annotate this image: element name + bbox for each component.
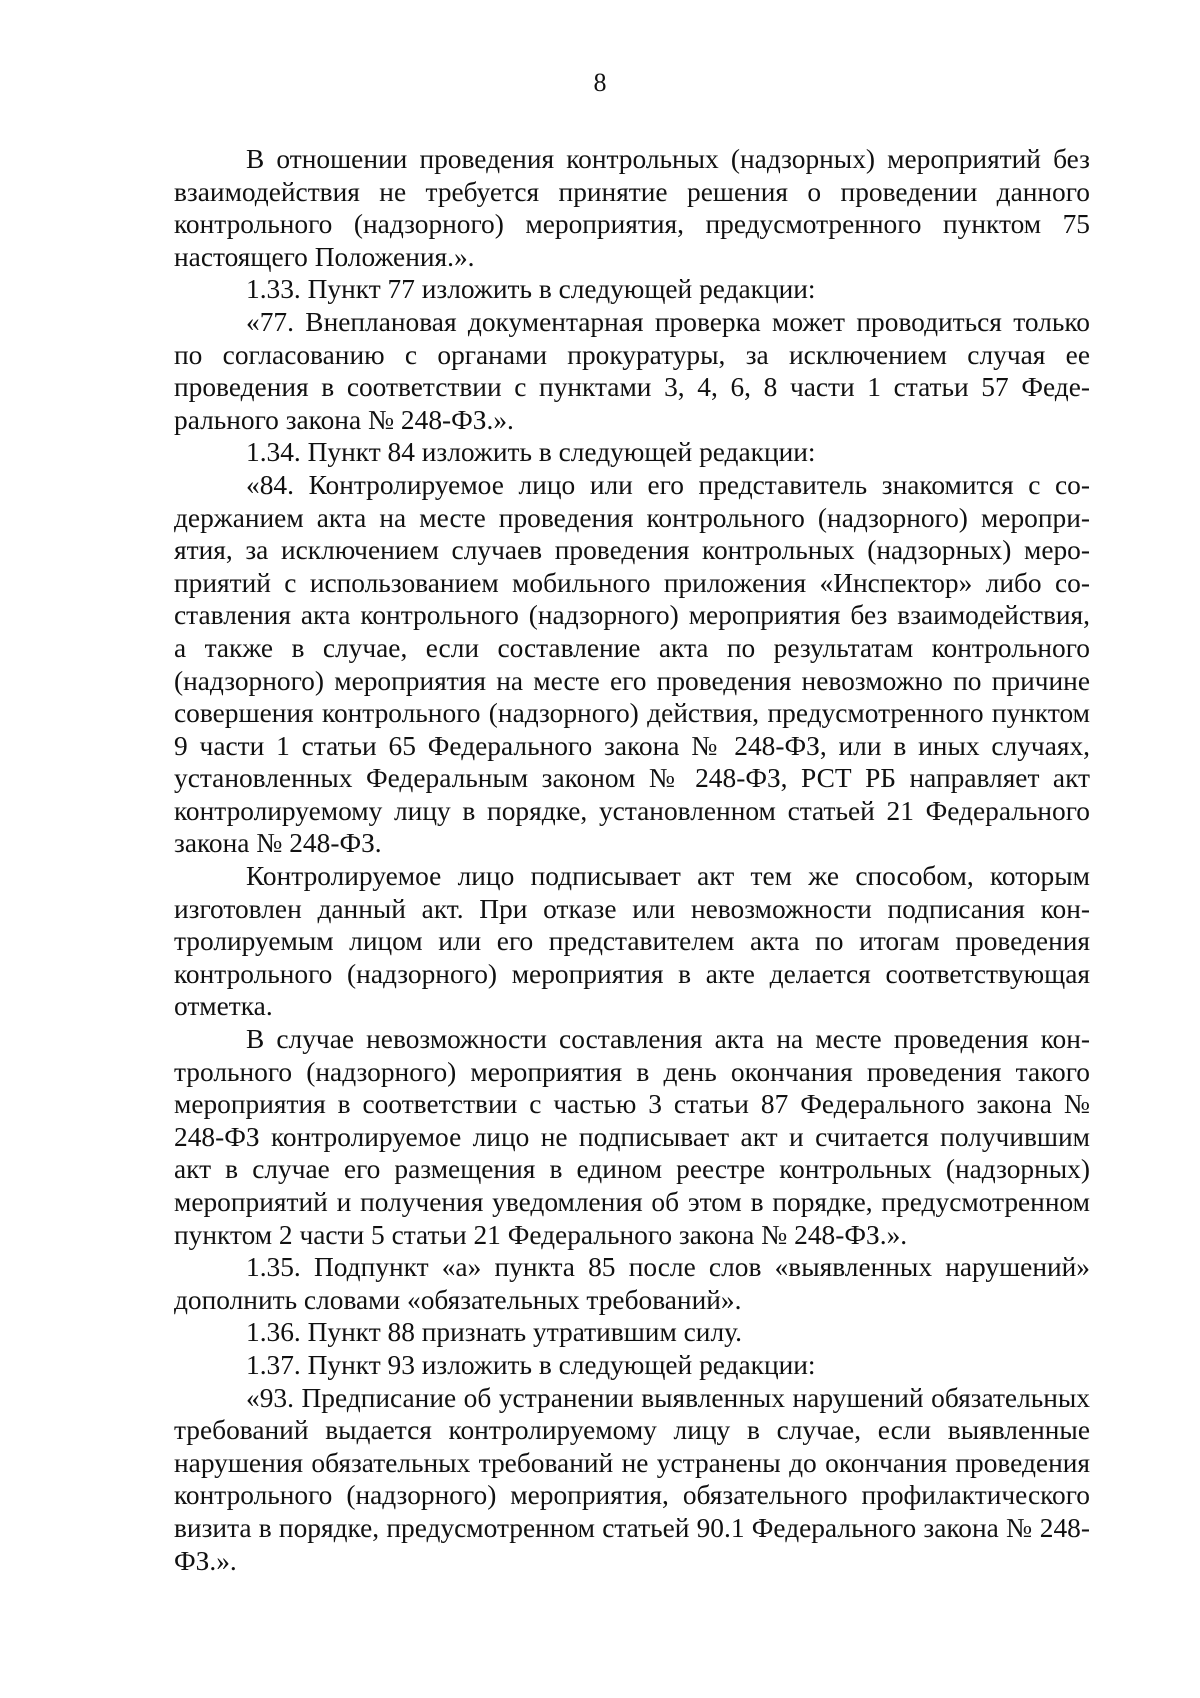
paragraph: 1.35. Подпункт «а» пункта 85 после слов «выявленных нарушений» дополнить словами «обязательных требований». [174,1252,1090,1315]
paragraph: В отношении проведения контрольных (надзорных) мероприятий без взаимодействия не требуется принятие решения о проведении данного контрольного (надзорного) мероприятия, предусмотренного пунктом 75 настоящего Положения.». [174,144,1090,272]
paragraph: 1.33. Пункт 77 изложить в следующей редакции: [246,274,816,305]
paragraph: 1.34. Пункт 84 изложить в следующей редакции: [246,437,816,468]
paragraph: 1.37. Пункт 93 изложить в следующей редакции: [246,1349,816,1380]
paragraph: 1.36. Пункт 88 признать утратившим силу. [246,1317,742,1348]
paragraph: В случае невозможности составления акта на месте проведения контрольного (надзорного) мероприятия в день окончания проведения такого мероприятия в соответствии с частью 3 статьи 87 Федерального закона № 248-ФЗ контролируемое лицо не подписывает акт и считается получившим акт в случае его размещения в едином реестре контрольных (надзорных) мероприятий и получения уведомления об этом в порядке, предусмотренном пунктом 2 части 5 статьи 21 Федерального закона № 248-ФЗ.». [174,1024,1090,1250]
paragraph: «77. Внеплановая документарная проверка может проводиться только по согласованию с органами прокуратуры, за исключением случая ее проведения в соответствии с пунктами 3, 4, 6, 8 части 1 статьи 57 Федерального закона № 248-ФЗ.». [174,306,1090,435]
paragraph: «93. Предписание об устранении выявленных нарушений обязательных требований выдается контролируемому лицу в случае, если выявленные нарушения обязательных требований не устранены до окончания проведения контрольного (надзорного) мероприятия, обязательного профилактического визита в порядке, предусмотренном статьей 90.1 Федерального закона № 248-ФЗ.». [174,1382,1090,1576]
paragraph: «84. Контролируемое лицо или его представитель знакомится с содержанием акта на месте проведения контрольного (надзорного) мероприятия, за исключением случаев проведения контрольных (надзорных) мероприятий с использованием мобильного приложения «Инспектор» либо составления акта контрольного (надзорного) мероприятия без взаимодействия, а также в случае, если составление акта по результатам контрольного (надзорного) мероприятия на месте его проведения невозможно по причине совершения контрольного (надзорного) действия, предусмотренного пунктом 9 части 1 статьи 65 Федерального закона № 248-ФЗ, или в иных случаях, установленных Федеральным законом № 248-ФЗ, РСТ РБ направляет акт контролируемому лицу в порядке, установленном статьей 21 Федерального закона № 248-ФЗ. [174,469,1090,859]
paragraph: Контролируемое лицо подписывает акт тем же способом, которым изготовлен данный акт. При отказе или невозможности подписания контролируемым лицом или его представителем акта по итогам проведения контрольного (надзорного) мероприятия в акте делается соответствующая отметка. [174,861,1090,1022]
page-number: 8 [593,68,607,97]
document-body [174,143,1090,1577]
